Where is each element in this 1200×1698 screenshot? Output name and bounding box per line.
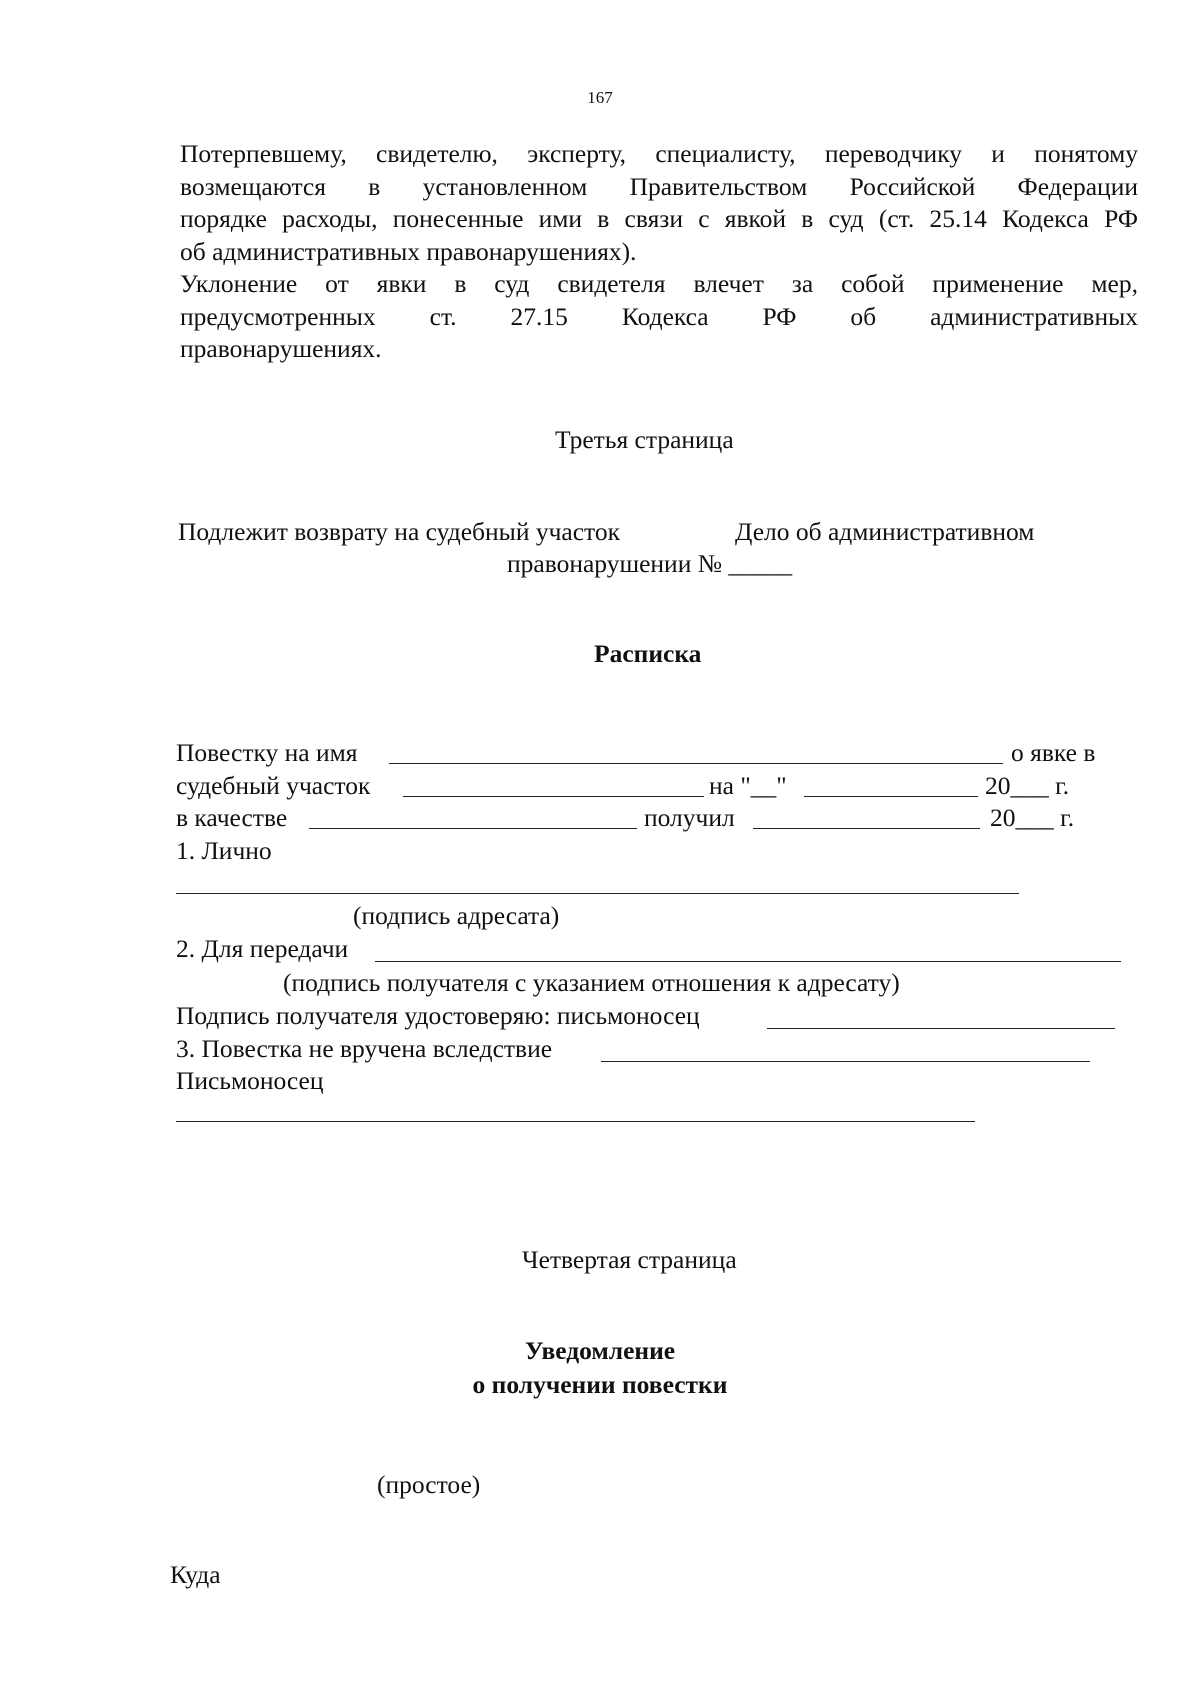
intro-paragraph-evasion (180, 268, 1138, 366)
return-note: Подлежит возврату на судебный участок (178, 517, 620, 546)
personally-label: 1. Лично (176, 836, 272, 865)
not-delivered-label: 3. Повестка не вручена вследствие (176, 1034, 553, 1063)
page-number: 167 (587, 88, 613, 107)
for-transfer-blank (375, 961, 1121, 962)
intro-paragraph-expenses (180, 138, 1138, 268)
postman-certify-label: Подпись получателя удостоверяю: письмоносец (176, 1001, 700, 1030)
postman-certify-blank (767, 1028, 1115, 1029)
received-date-blank (753, 828, 980, 829)
date-on-label: на "__" (709, 771, 787, 800)
received-label: получил (644, 803, 735, 832)
date-year-label: 20___ г. (985, 771, 1070, 800)
paragraph-line: Потерпевшему, свидетелю, эксперту, специалисту, переводчику и понятому (180, 139, 1138, 168)
postman-label: Письмоносец (176, 1066, 324, 1095)
recipient-signature-caption: (подпись получателя с указанием отношения к адресату) (283, 968, 900, 997)
case-label: Дело об административном (735, 517, 1035, 546)
fourth-page-heading: Четвертая страница (522, 1245, 737, 1274)
where-label: Куда (170, 1560, 221, 1589)
appearance-label: о явке в (1011, 738, 1096, 767)
paragraph-line: предусмотренных ст. 27.15 Кодекса РФ об административных (180, 301, 1138, 331)
capacity-label: в качестве (176, 803, 288, 832)
notice-title: Уведомление (524, 1336, 676, 1365)
receipt-title: Расписка (594, 639, 702, 668)
third-page-heading: Третья страница (555, 425, 734, 454)
notice-type: (простое) (377, 1470, 481, 1499)
subpoena-name-blank (389, 763, 1003, 764)
case-number-label: правонарушении № _____ (507, 549, 793, 578)
paragraph-line: возмещаются в установленном Правительством Российской Федерации (180, 171, 1138, 201)
subpoena-name-label: Повестку на имя (176, 738, 358, 767)
paragraph-line: порядке расходы, понесенные ими в связи с явкой в суд (ст. 25.14 Кодекса РФ (180, 204, 1138, 233)
for-transfer-label: 2. Для передачи (176, 934, 349, 963)
received-year-label: 20___ г. (990, 803, 1075, 832)
addressee-signature-caption: (подпись адресата) (353, 901, 560, 930)
addressee-signature-blank (176, 893, 1019, 894)
court-area-blank (403, 796, 704, 797)
capacity-blank (309, 828, 637, 829)
date-month-blank (804, 796, 978, 797)
notice-subtitle: о получении повестки (472, 1370, 728, 1399)
paragraph-line: правонарушениях. (180, 334, 382, 363)
court-area-label: судебный участок (176, 771, 371, 800)
paragraph-line: Уклонение от явки в суд свидетеля влечет за собой применение мер, (180, 269, 1138, 298)
paragraph-line: об административных правонарушениях). (180, 236, 637, 266)
not-delivered-blank (601, 1061, 1090, 1062)
postman-signature-blank (176, 1121, 975, 1122)
